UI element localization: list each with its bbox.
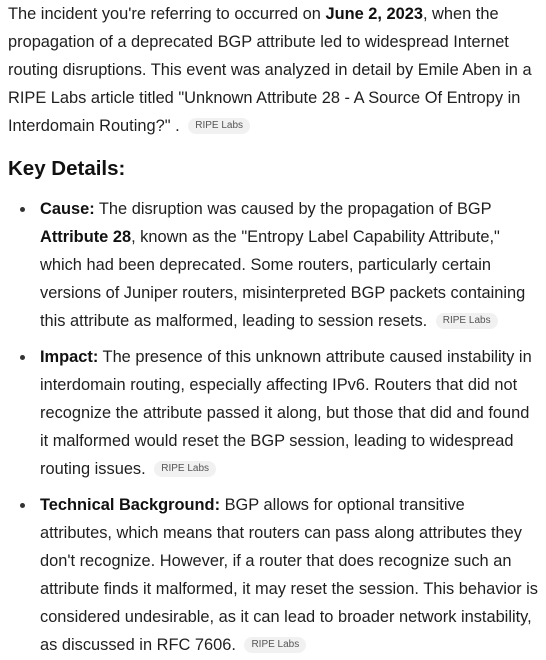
bullet-icon — [20, 207, 25, 212]
item-bold-term: Attribute 28 — [40, 228, 132, 246]
source-badge[interactable]: RIPE Labs — [154, 461, 216, 477]
intro-text-after: , when the propagation of a deprecated BGP attribute led to widespread Internet routing disruptions. This event was analyzed in detail by Emile Aben in a RIPE Labs article titled "Unknown Attribute 28 - A Source Of Entropy in Interdomain Routing?" . — [8, 5, 532, 135]
list-item-impact — [8, 343, 538, 483]
key-details-heading: Key Details: — [8, 157, 126, 180]
bullet-icon — [20, 503, 25, 508]
list-item-technical-background — [8, 491, 538, 659]
item-text: The presence of this unknown attribute caused instability in interdomain routing, especially affecting IPv6. Routers that did not recognize the attribute passed it along, but those that did and found it malformed would reset the BGP session, leading to widespread routing issues. — [40, 348, 532, 478]
source-badge[interactable]: RIPE Labs — [244, 637, 306, 653]
item-text-after: , known as the "Entropy Label Capability Attribute," which had been deprecated. Some routers, particularly certain versions of Juniper routers, misinterpreted BGP packets containing this attribute as malformed, leading to session resets. — [40, 228, 526, 330]
item-label: Cause: — [40, 200, 95, 218]
key-details-list — [8, 195, 538, 659]
source-badge[interactable]: RIPE Labs — [436, 313, 498, 329]
bullet-icon — [20, 355, 25, 360]
intro-text-before: The incident you're referring to occurred on — [8, 5, 326, 23]
source-badge[interactable]: RIPE Labs — [188, 118, 250, 134]
intro-paragraph — [8, 0, 538, 140]
item-text-before: The disruption was caused by the propagation of BGP — [94, 200, 492, 218]
item-text: BGP allows for optional transitive attributes, which means that routers can pass along attributes they don't recognize. However, if a router that does recognize such an attribute finds it malformed, it may reset the session. This behavior is considered undesirable, as it can lead to broader network instability, as discussed in RFC 7606. — [40, 496, 539, 654]
item-label: Impact: — [40, 348, 99, 366]
incident-date: June 2, 2023 — [325, 5, 423, 23]
item-label: Technical Background: — [40, 496, 221, 514]
list-item-cause — [8, 195, 538, 335]
